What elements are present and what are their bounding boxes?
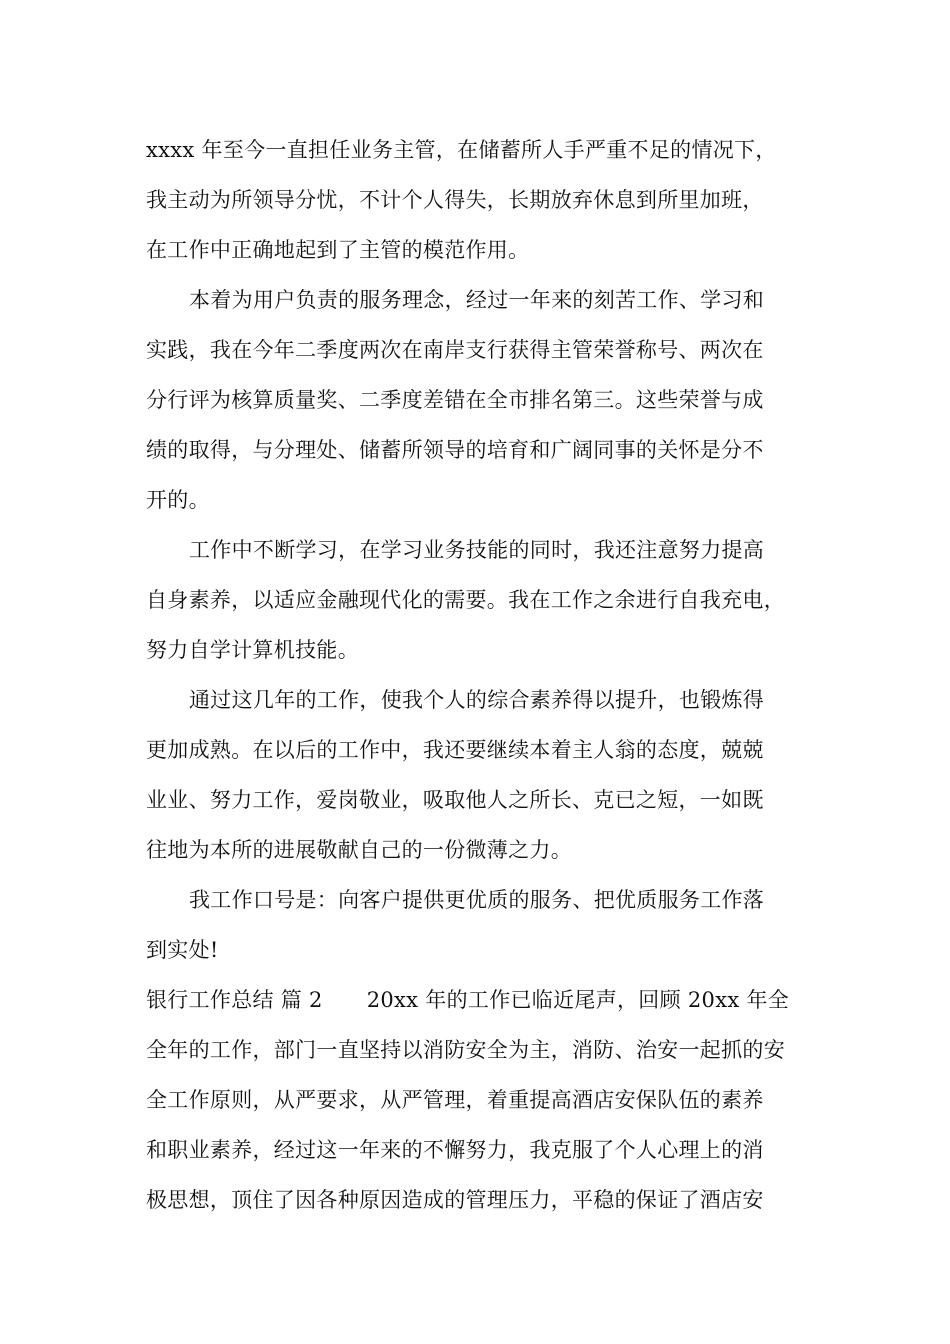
section-heading-line [146, 975, 836, 1025]
text-line: 本着为用户负责的服务理念，经过一年来的刻苦工作、学习和 [189, 288, 765, 312]
text-line: 通过这几年的工作，使我个人的综合素养得以提升，也锻炼得 [189, 688, 765, 712]
section-heading-text: 20xx 年的工作已临近尾声，回顾 20xx 年全 [366, 988, 790, 1012]
text-line: 工作中不断学习，在学习业务技能的同时，我还注意努力提高 [189, 538, 765, 562]
text-line: 全年的工作，部门一直坚持以消防安全为主，消防、治安一起抓的安 [146, 1038, 785, 1062]
text-line: xxxx 年至今一直担任业务主管，在储蓄所人手严重不足的情况下， [146, 138, 777, 162]
text-line: 分行评为核算质量奖、二季度差错在全市排名第三。这些荣誉与成 [146, 388, 764, 412]
document-body [146, 125, 836, 1225]
text-line: 实践，我在今年二季度两次在南岸支行获得主管荣誉称号、两次在 [146, 338, 764, 362]
text-line: 我主动为所领导分忧，不计个人得失，长期放弃休息到所里加班， [146, 188, 764, 212]
text-line: 业业、努力工作，爱岗敬业，吸取他人之所长、克已之短，一如既 [146, 788, 764, 812]
text-line: 全工作原则，从严要求，从严管理，着重提高酒店安保队伍的素养 [146, 1088, 764, 1112]
text-line: 开的。 [146, 488, 210, 512]
text-line: 自身素养，以适应金融现代化的需要。我在工作之余进行自我充电， [146, 588, 785, 612]
text-line: 更加成熟。在以后的工作中，我还要继续本着主人翁的态度，兢兢 [146, 738, 764, 762]
section-heading: 银行工作总结 篇 2 [146, 988, 323, 1012]
text-line: 和职业素养，经过这一年来的不懈努力，我克服了个人心理上的消 [146, 1138, 764, 1162]
text-line: 到实处! [146, 938, 219, 962]
text-line: 极思想，顶住了因各种原因造成的管理压力，平稳的保证了酒店安 [146, 1188, 764, 1212]
text-line: 在工作中正确地起到了主管的模范作用。 [146, 238, 530, 262]
text-line: 往地为本所的进展敬献自己的一份微薄之力。 [146, 838, 572, 862]
text-line: 我工作口号是：向客户提供更优质的服务、把优质服务工作落 [189, 888, 765, 912]
text-line: 绩的取得，与分理处、储蓄所领导的培育和广阔同事的关怀是分不 [146, 438, 764, 462]
text-line: 努力自学计算机技能。 [146, 638, 359, 662]
